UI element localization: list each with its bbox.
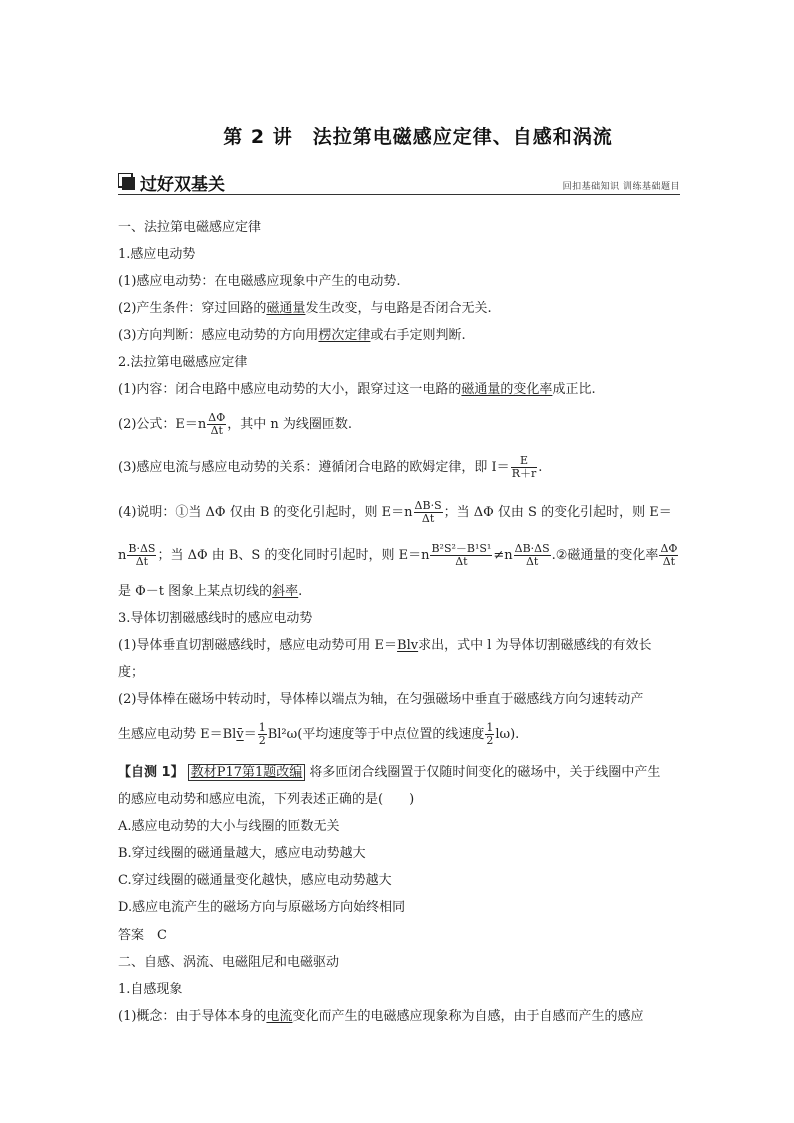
subheading-3: 3.导体切割磁感线时的感应电动势 xyxy=(118,611,313,626)
para-2-1: (1)内容：闭合电路中感应电动势的大小，跟穿过这一电路的磁通量的变化率成正比. xyxy=(118,382,596,397)
exercise-question-line1: 【自测 1】 教材P17第1题改编 将多匝闭合线圈置于仅随时间变化的磁场中，关于线圈中产生 xyxy=(118,765,661,780)
underlined-term: 楞次定律 xyxy=(318,328,371,343)
para-2-4-line3: 是 Φ－t 图象上某点切线的斜率. xyxy=(118,584,303,599)
underlined-term: Blv xyxy=(397,638,419,653)
fraction: $\frac{\Delta\Phi}{\Delta t}$ xyxy=(660,542,678,568)
fraction: $\frac{1}{2}$ xyxy=(258,721,266,747)
option-d: D.感应电流产生的磁场方向与原磁场方向始终相同 xyxy=(118,900,406,915)
fraction: $\frac{E}{R+r}$ xyxy=(511,454,537,480)
para-1-3: (3)方向判断：感应电动势的方向用楞次定律或右手定则判断. xyxy=(118,328,466,343)
section-title: 过好双基关 xyxy=(140,175,225,195)
section-square-icon xyxy=(118,173,135,190)
para-3-1-line2: 度； xyxy=(118,665,145,680)
underlined-term: v̄ xyxy=(236,727,244,742)
underlined-term: 磁通量 xyxy=(266,301,306,316)
underlined-term: 磁通量的变化率 xyxy=(461,382,553,397)
fraction: $\frac{B\cdot\Delta S}{\Delta t}$ xyxy=(128,542,156,568)
source-badge: 教材P17第1题改编 xyxy=(188,764,306,781)
fraction: $\frac{1}{2}$ xyxy=(486,721,494,747)
section-subtitle: 回扣基础知识 训练基础题目 xyxy=(562,182,680,192)
section-header xyxy=(118,170,680,195)
underlined-term: 斜率 xyxy=(272,584,299,599)
part1-heading: 一、法拉第电磁感应定律 xyxy=(118,220,262,235)
fraction: $\frac{\text{B²S²－B¹S¹}}{\Delta t}$ xyxy=(431,542,492,568)
option-a: A.感应电动势的大小与线圈的匝数无关 xyxy=(118,819,340,834)
underlined-term: 电流 xyxy=(266,1009,293,1024)
para-3-2-line1: (2)导体棒在磁场中转动时，导体棒以端点为轴，在匀强磁场中垂直于磁感线方向匀速转动产 xyxy=(118,692,644,707)
part2-heading: 二、自感、涡流、电磁阻尼和电磁驱动 xyxy=(118,955,340,970)
para-1-2: (2)产生条件：穿过回路的磁通量发生改变，与电路是否闭合无关. xyxy=(118,301,492,316)
para-3-1-line1: (1)导体垂直切割磁感线时，感应电动势可用 E＝Blv求出，式中 l 为导体切割磁感线的有效长 xyxy=(118,638,652,653)
page-title: 第 2 讲 法拉第电磁感应定律、自感和涡流 xyxy=(223,126,613,148)
para-2-3: (3)感应电流与感应电动势的关系：遵循闭合电路的欧姆定律，即 I＝ $\frac{E}{R+r}$ . xyxy=(118,454,543,480)
part2-subheading-1: 1.自感现象 xyxy=(118,982,183,997)
para-1-1: (1)感应电动势：在电磁感应现象中产生的电动势. xyxy=(118,274,401,289)
option-c: C.穿过线圈的磁通量变化越快，感应电动势越大 xyxy=(118,873,392,888)
exercise-tag: 【自测 1】 xyxy=(118,765,184,780)
para-2-4-line1: (4)说明：①当 ΔΦ 仅由 B 的变化引起时，则 E＝n $\frac{\Delta B\cdot S}{\Delta t}$ ；当 ΔΦ 仅由 S 的变化引起时，则 E＝ xyxy=(118,499,672,525)
subheading-2: 2.法拉第电磁感应定律 xyxy=(118,355,248,370)
fraction: $\frac{\Delta B\cdot\Delta S}{\Delta t}$ xyxy=(514,542,550,568)
exercise-question-line2: 的感应电动势和感应电流，下列表述正确的是( ) xyxy=(118,792,415,807)
para-3-2-line2: 生感应电动势 E＝Blv̄＝ $\frac{1}{2}$ Bl²ω(平均速度等于中点位置的线速度 $\frac{1}{2}$ lω). xyxy=(118,721,520,747)
part2-para-1-1: (1)概念：由于导体本身的电流变化而产生的电磁感应现象称为自感，由于自感而产生的感应 xyxy=(118,1009,644,1024)
fraction: $\frac{\Delta B\cdot S}{\Delta t}$ xyxy=(414,499,442,525)
answer: 答案 C xyxy=(118,928,167,943)
subheading-1: 1.感应电动势 xyxy=(118,247,196,262)
fraction: $\frac{\Delta\Phi}{\Delta t}$ xyxy=(208,411,226,437)
option-b: B.穿过线圈的磁通量越大，感应电动势越大 xyxy=(118,846,366,861)
para-2-4-line2: n $\frac{B\cdot\Delta S}{\Delta t}$ ；当 ΔΦ 由 B、S 的变化同时引起时，则 E＝n $\frac{\text{B²S²－B¹S¹}}{\Delta t}$ ≠n $\frac{\Delta B\cdot\Delta S}{\Delta t}$ .②磁通量的变化率 $\frac{\Delta\Phi}{\Delta t}$ xyxy=(118,542,678,568)
para-2-2: (2)公式：E＝n $\frac{\Delta\Phi}{\Delta t}$ ，其中 n 为线圈匝数. xyxy=(118,411,353,437)
